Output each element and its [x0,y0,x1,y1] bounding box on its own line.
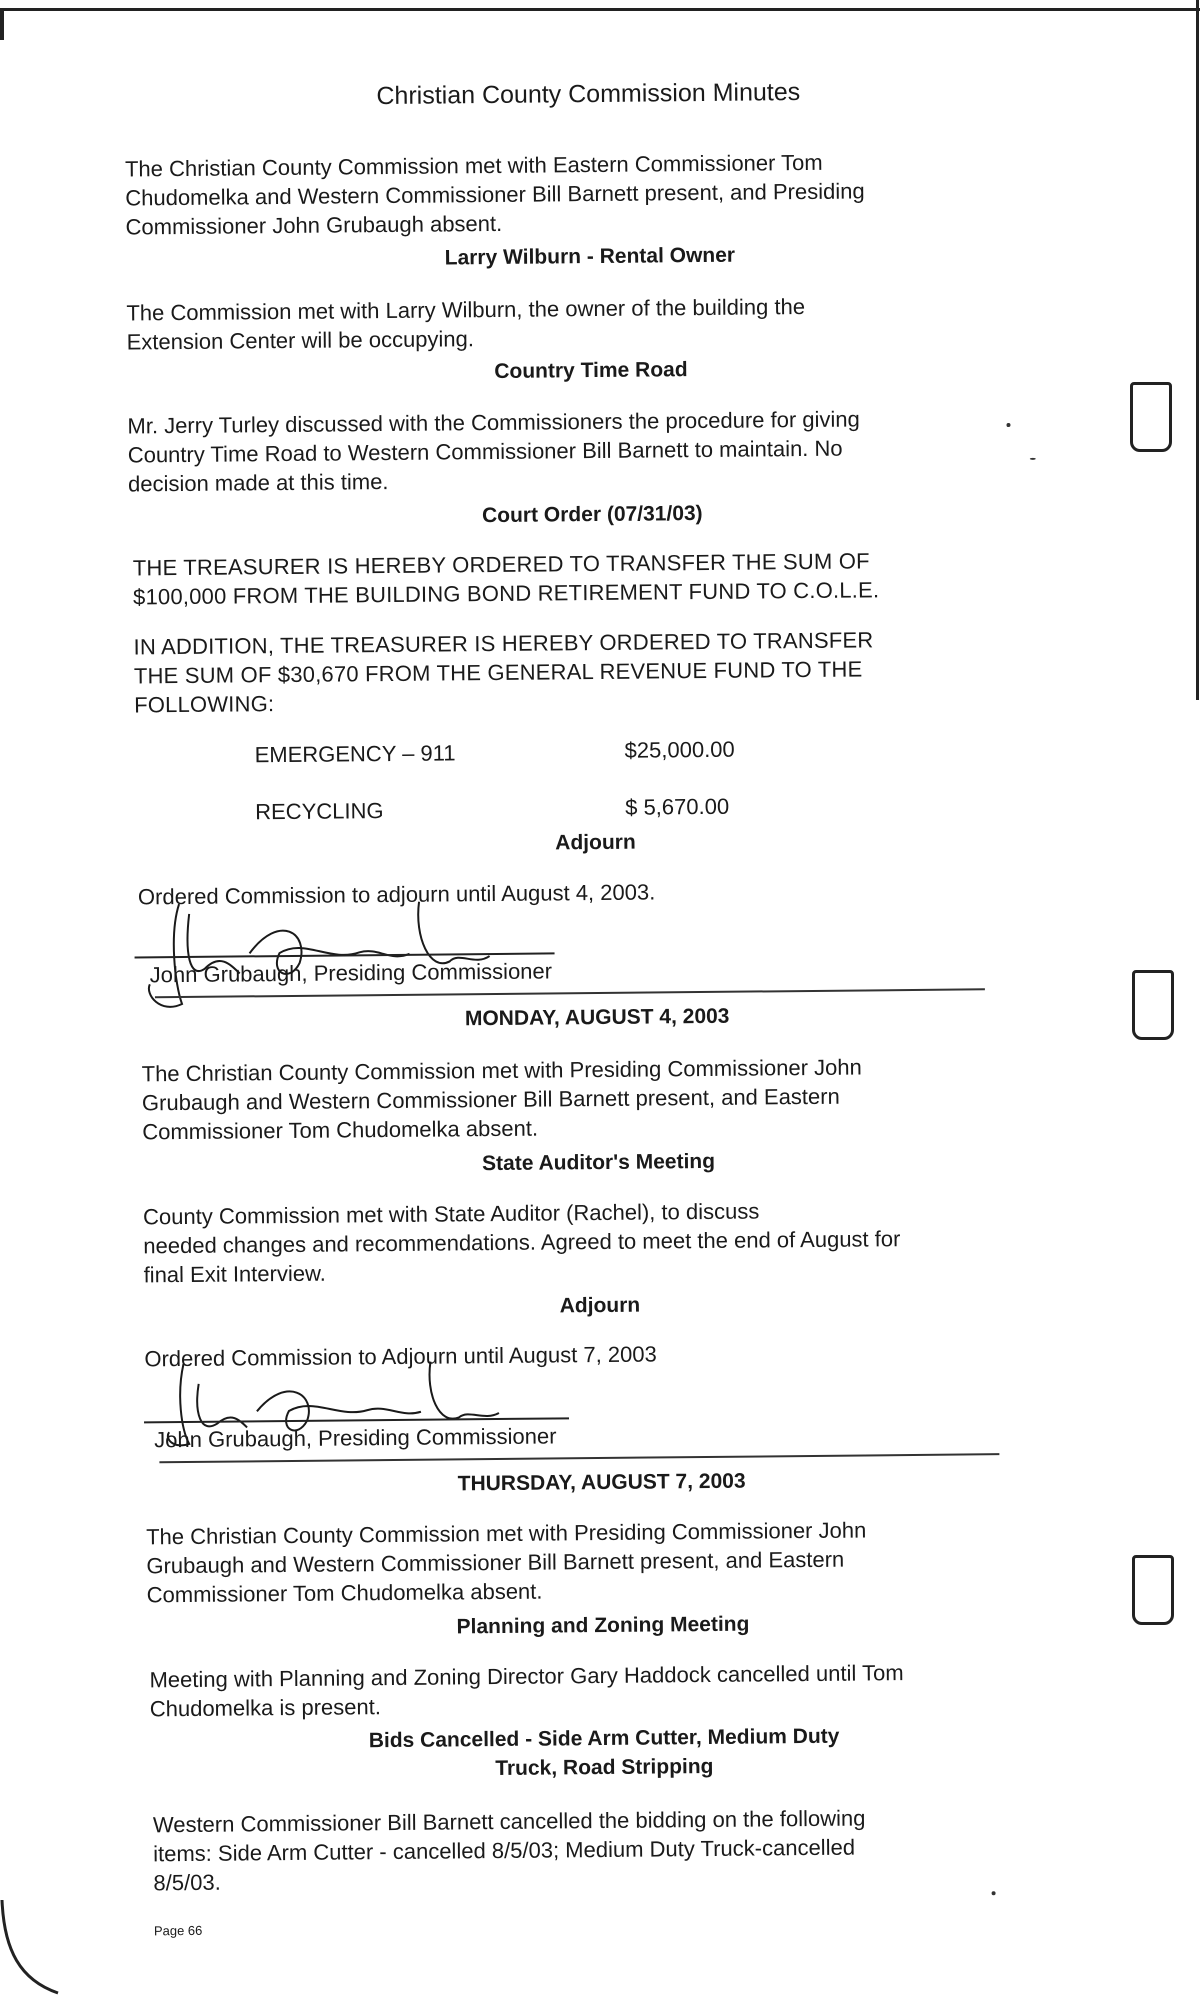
intro-line-3: Commissioner John Grubaugh absent. [125,210,503,240]
document-title: Christian County Commission Minutes [376,78,801,111]
country-time-line-3: decision made at this time. [127,469,389,497]
court-order-p2-line-3: FOLLOWING: [134,691,275,718]
signer-2: John Grubaugh, Presiding Commissioner [154,1423,557,1453]
monday-line-1: The Christian County Commission met with Presiding Commissioner John [141,1054,862,1087]
country-time-line-1: Mr. Jerry Turley discussed with the Commissioners the procedure for giving [127,406,860,439]
intro-line-1: The Christian County Commission met with Eastern Commissioner Tom [124,149,823,182]
signer-1: John Grubaugh, Presiding Commissioner [149,958,553,988]
heading-adjourn-1: Adjourn [555,830,636,855]
date-heading-thursday: THURSDAY, AUGUST 7, 2003 [457,1469,746,1496]
scan-speck [1030,458,1036,460]
thursday-line-3: Commissioner Tom Chudomelka absent. [146,1578,543,1608]
court-order-p1-line-2: $100,000 FROM THE BUILDING BOND RETIREMENT FUND TO C.O.L.E. [132,577,880,610]
auditor-line-1: County Commission met with State Auditor (Rachel), to discuss [142,1198,760,1230]
planning-line-1: Meeting with Planning and Zoning Director Gary Haddock cancelled until Tom [149,1660,904,1693]
transfer-item-label-1: EMERGENCY – 911 [254,740,456,768]
thursday-line-2: Grubaugh and Western Commissioner Bill Barnett present, and Eastern [146,1546,845,1579]
heading-court-order: Court Order (07/31/03) [481,501,703,528]
scan-speck [992,1891,996,1895]
heading-country-time-road: Country Time Road [494,358,688,383]
bids-line-1: Western Commissioner Bill Barnett cancelled the bidding on the following [152,1805,866,1838]
heading-bids-cancelled-2: Truck, Road Stripping [495,1754,714,1781]
heading-adjourn-2: Adjourn [559,1293,641,1318]
court-order-p2-line-2: THE SUM OF $30,670 FROM THE GENERAL REVENUE FUND TO THE [133,656,863,689]
country-time-line-2: Country Time Road to Western Commissioner Bill Barnett to maintain. No [127,435,843,468]
auditor-line-2: needed changes and recommendations. Agreed to meet the end of August for [143,1226,901,1259]
heading-planning-zoning: Planning and Zoning Meeting [456,1612,750,1639]
adjourn-2-line: Ordered Commission to Adjourn until August 7, 2003 [144,1341,657,1372]
scan-right-edge [1196,0,1199,700]
date-heading-monday: MONDAY, AUGUST 4, 2003 [464,1004,730,1031]
wilburn-line-2: Extension Center will be occupying. [126,326,475,355]
transfer-item-amount-2: $ 5,670.00 [625,793,730,820]
scan-speck [1006,423,1010,427]
transfer-item-label-2: RECYCLING [255,798,384,825]
court-order-p1-line-1: THE TREASURER IS HEREBY ORDERED TO TRANSFER THE SUM OF [132,548,870,581]
heading-larry-wilburn: Larry Wilburn - Rental Owner [444,243,736,270]
monday-line-3: Commissioner Tom Chudomelka absent. [142,1115,539,1145]
heading-state-auditor: State Auditor's Meeting [482,1149,716,1176]
planning-line-2: Chudomelka is present. [149,1694,382,1722]
bids-line-2: items: Side Arm Cutter - cancelled 8/5/03; Medium Duty Truck-cancelled [153,1834,856,1867]
page-number: Page 66 [153,1922,203,1939]
court-order-p2-line-1: IN ADDITION, THE TREASURER IS HEREBY ORDERED TO TRANSFER [133,627,874,660]
transfer-item-amount-1: $25,000.00 [624,736,735,763]
thursday-line-1: The Christian County Commission met with Presiding Commissioner John [146,1517,867,1550]
adjourn-1-line: Ordered Commission to adjourn until August 4, 2003. [137,879,656,910]
auditor-line-3: final Exit Interview. [143,1260,326,1288]
wilburn-line-1: The Commission met with Larry Wilburn, the owner of the building the [126,294,806,326]
monday-line-2: Grubaugh and Western Commissioner Bill Barnett present, and Eastern [141,1083,840,1116]
intro-line-2: Chudomelka and Western Commissioner Bill Barnett present, and Presiding [125,178,865,211]
heading-bids-cancelled-1: Bids Cancelled - Side Arm Cutter, Medium Duty [368,1724,840,1753]
bids-line-3: 8/5/03. [153,1869,221,1896]
